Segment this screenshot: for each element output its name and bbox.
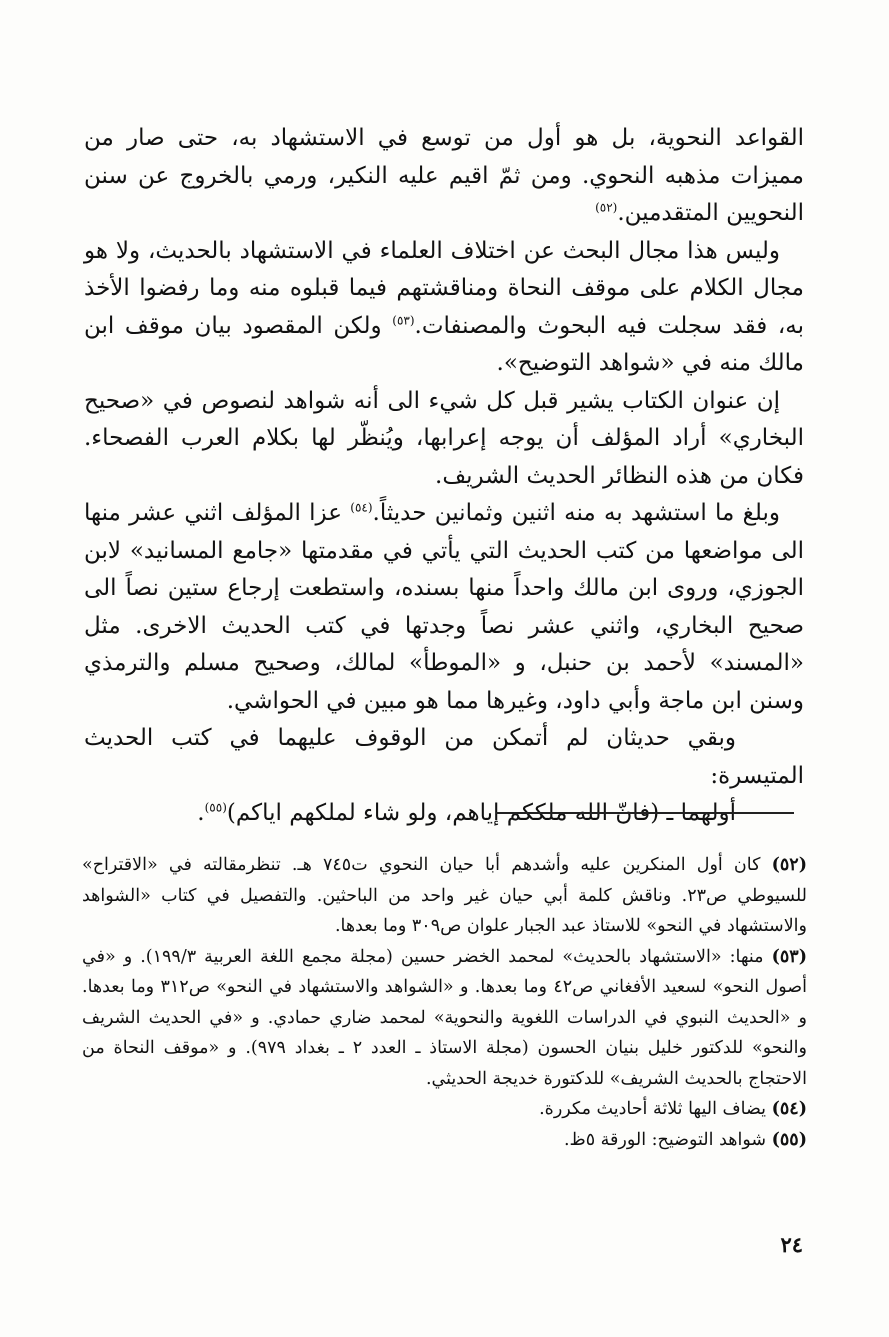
paragraph-2 xyxy=(84,233,804,383)
paragraph-4-continuation: عزا المؤلف اثني عشر منها الى مواضعها من كتب الحديث التي يأتي في مقدمتها «جامع المسانيد» لابن الجوزي، وروى ابن مالك واحداً منها بسنده، واستطعت إرجاع ستين نصاً الى صحيح البخاري، واثني عشر نصاً وجدتها في كتب الحديث الاخرى. مثل «المسند» لأحمد بن حنبل، و «الموطأ» لمالك، وصحيح مسلم والترمذي وسنن ابن ماجة وأبي داود، وغيرها مما هو مبين في الحواشي. xyxy=(84,500,804,714)
paragraph-2-continuation: ولكن المقصود بيان موقف ابن مالك منه في «شواهد التوضيح». xyxy=(84,312,804,376)
footnote-53 xyxy=(82,942,807,1095)
footnote-52 xyxy=(82,850,807,942)
footnote-number: (٥٢) xyxy=(771,855,807,875)
paragraph-6-text: أولهما ـ (فانّ الله ملككم إياهم، ولو شاء لملكهم اياكم) xyxy=(226,800,736,826)
paragraph-6: أولهما ـ (فانّ الله ملككم إياهم، ولو شاء لملكهم اياكم)$^{(٥٥)}$. xyxy=(197,800,736,826)
footnote-number: (٥٣) xyxy=(771,946,807,967)
main-text xyxy=(84,120,804,833)
footnote-ref-54: (٥٤) xyxy=(350,500,373,515)
footnote-text: يضاف اليها ثلاثة أحاديث مكررة. xyxy=(539,1099,767,1119)
paragraph-3-text: إن عنوان الكتاب يشير قبل كل شيء الى أنه شواهد لنصوص في «صحيح البخاري» أراد المؤلف أن يوجه إعرابها، ويُنظّر لها بكلام العرب الفصحاء. فكان من هذه النظائر الحديث الشريف. xyxy=(84,387,804,489)
paragraph-5 xyxy=(84,720,804,795)
footnote-text: كان أول المنكرين عليه وأشدهم أبا حيان النحوي ت٧٤٥ هـ. تنظرمقالته في «الاقتراح» للسيوطي ص٢٣. وناقش كلمة أبي حيان غير واحد من الباحثين. والتفصيل في كتاب «الشواهد والاستشهاد في النحو» للاستاذ عبد الجبار علوان ص٣٠٩ وما بعدها. xyxy=(82,855,807,936)
footnote-55 xyxy=(82,1125,807,1156)
paragraph-1 xyxy=(84,120,804,233)
footnote-number: (٥٥) xyxy=(771,1129,807,1150)
footnote-text: شواهد التوضيح: الورقة ٥ظ. xyxy=(563,1129,767,1150)
footnote-separator xyxy=(496,812,794,814)
paragraph-2-text: وليس هذا مجال البحث عن اختلاف العلماء في الاستشهاد بالحديث، ولا هو مجال الكلام على موقف النحاة ومناقشتهم فيما قبلوه منه وما رفضوا الأخذ به، فقد سجلت فيه البحوث والمصنفات. xyxy=(84,237,805,339)
footnote-ref-55: (٥٥) xyxy=(204,800,227,815)
footnotes xyxy=(82,850,807,1155)
page-number: ٢٤ xyxy=(780,1232,803,1257)
paragraph-3 xyxy=(84,383,804,496)
paragraph-4 xyxy=(84,495,804,720)
paragraph-4-text: وبلغ ما استشهد به منه اثنين وثمانين حديثاً. xyxy=(372,500,780,526)
paragraph-1-text: القواعد النحوية، بل هو أول من توسع في الاستشهاد به، حتى صار من مميزات مذهبه النحوي. ومن ثمّ اقيم عليه النكير، ورمي بالخروج عن سنن النحويين المتقدمين. xyxy=(84,125,804,226)
footnote-54 xyxy=(82,1094,807,1125)
footnote-text: منها: «الاستشهاد بالحديث» لمحمد الخضر حسين (مجلة مجمع اللغة العربية ١٩٩/٣). و «في أصول النحو» لسعيد الأفغاني ص٤٢ وما بعدها. و «الشواهد والاستشهاد في النحو» ص٣١٢ وما بعدها. و «الحديث النبوي في الدراسات اللغوية والنحوية» لمحمد ضاري حمادي. و «في الحديث الشريف والنحو» للدكتور خليل بنيان الحسون (مجلة الاستاذ ـ العدد ٢ ـ بغداد ٩٧٩). و «موقف النحاة من الاحتجاج بالحديث الشريف» للدكتورة خديجة الحديثي. xyxy=(82,946,808,1089)
footnote-ref-53: (٥٣) xyxy=(392,312,415,327)
footnote-ref-52: (٥٢) xyxy=(595,200,618,215)
paragraph-5-text: وبقي حديثان لم أتمكن من الوقوف عليهما في كتب الحديث المتيسرة: xyxy=(84,725,804,789)
footnote-number: (٥٤) xyxy=(771,1099,807,1119)
